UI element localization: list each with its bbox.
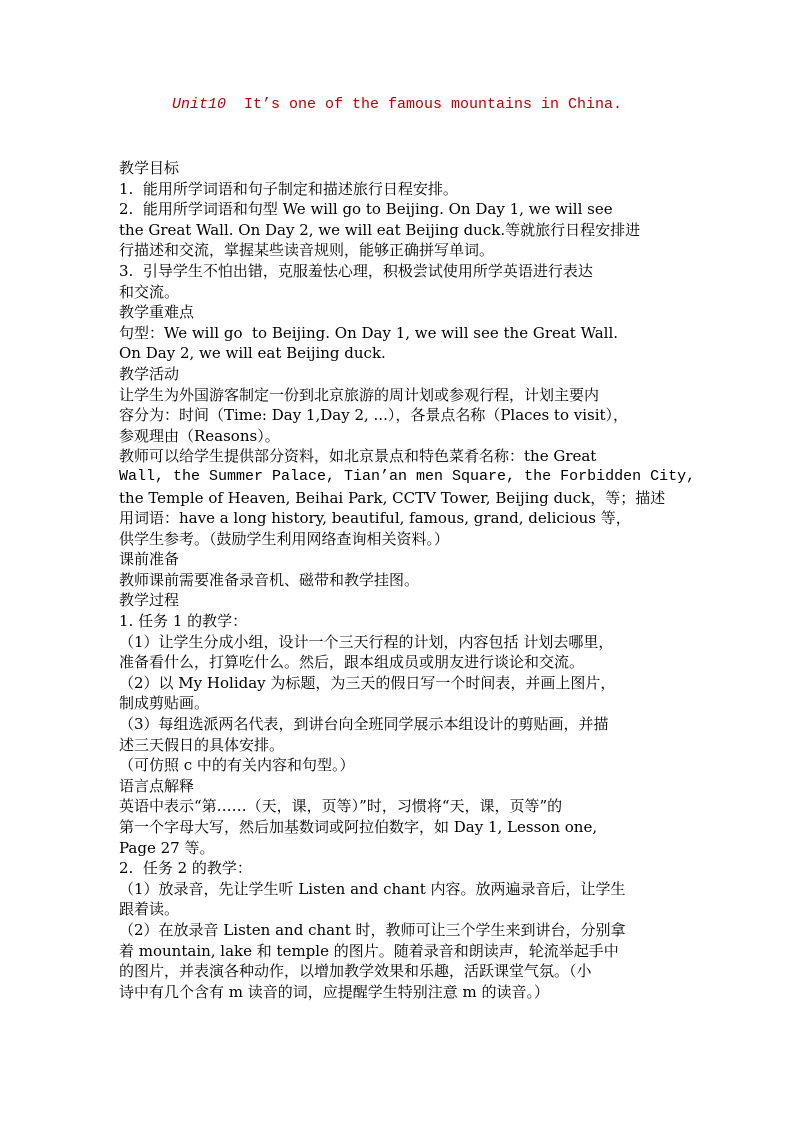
text-line: 第一个字母大写，然后加基数词或阿拉伯数字，如 Day 1, Lesson one, (119, 818, 598, 836)
heading-teaching-objectives: 教学目标 (119, 159, 180, 177)
text-line: 句型：We will go to Beijing. On Day 1, we will see the Great Wall. (119, 323, 619, 342)
text-line: 英语中表示“第……（天，课，页等）”时，习惯将“天，课，页等”的 (119, 797, 563, 816)
text-line: the Temple of Heaven, Beihai Park, CCTV Tower, Beijing duck，等；描述 (119, 488, 666, 507)
heading-language-points: 语言点解释 (119, 776, 195, 795)
text-line: 3. 引导学生不怕出错，克服羞怯心理，积极尝试使用所学英语进行表达 (119, 261, 593, 280)
heading-procedure: 教学过程 (119, 591, 180, 610)
text-line: Page 27 等。 (119, 838, 215, 857)
text-line: 1. 任务 1 的教学： (119, 612, 248, 631)
text-line: （2）在放录音 Listen and chant 时，教师可让三个学生来到讲台，分别拿 (119, 920, 626, 939)
text-line: 用词语：have a long history, beautiful, famous, grand, delicious 等， (119, 509, 631, 528)
text-line: 供学生参考。（鼓励学生利用网络查询相关资料。） (119, 529, 450, 548)
text-line: 准备看什么，打算吃什么。然后，跟本组成员或朋友进行谈论和交流。 (119, 653, 585, 672)
text-line: the Great Wall. On Day 2, we will eat Beijing duck.等就旅行日程安排进 (119, 220, 641, 239)
text-line: 和交流。 (119, 282, 180, 301)
heading-preparation: 课前准备 (119, 550, 180, 569)
text-line: （可仿照 c 中的有关内容和句型。） (119, 756, 355, 775)
heading-key-points: 教学重难点 (119, 303, 195, 322)
text-line: 参观理由（Reasons）。 (119, 426, 280, 445)
text-line: 2. 任务 2 的教学： (119, 859, 252, 878)
text-line: 教师可以给学生提供部分资料，如北京景点和特色菜肴名称：the Great (119, 447, 597, 466)
text-line: 跟着读。 (119, 900, 180, 919)
text-line: 诗中有几个含有 m 读音的词，应提醒学生特别注意 m 的读音。） (119, 982, 550, 1001)
document-title (0, 96, 794, 113)
text-line: 2. 能用所学词语和句型 We will go to Beijing. On Day 1, we will see (119, 200, 613, 219)
document-body (119, 158, 696, 1002)
text-line: （1）放录音，先让学生听 Listen and chant 内容。放两遍录音后，让学生 (119, 879, 626, 898)
text-line: （3）每组选派两名代表，到讲台向全班同学展示本组设计的剪贴画，并描 (119, 715, 609, 734)
unit-label: Unit10 (171, 96, 226, 113)
text-line: （1）让学生分成小组，设计一个三天行程的计划，内容包括 计划去哪里， (119, 632, 614, 651)
text-line: 1. 能用所学词语和句子制定和描述旅行日程安排。 (119, 179, 458, 198)
text-line: 的图片，并表演各种动作，以增加教学效果和乐趣，活跃课堂气氛。（小 (119, 962, 592, 981)
text-line: Wall, the Summer Palace, Tian’an men Square, the Forbidden City, (119, 467, 696, 485)
text-line: 让学生为外国游客制定一份到北京旅游的周计划或参观行程，计划主要内 (119, 385, 600, 404)
text-line: 教师课前需要准备录音机、磁带和教学挂图。 (119, 570, 420, 589)
text-line: 行描述和交流，掌握某些读音规则，能够正确拼写单词。 (119, 241, 495, 260)
title-text: It’s one of the famous mountains in China. (243, 96, 623, 113)
text-line: 容分为：时间（Time: Day 1,Day 2, ...），各景点名称（Places to visit）， (119, 406, 629, 425)
text-line: 制成剪贴画。 (119, 694, 210, 713)
heading-activities: 教学活动 (119, 364, 180, 383)
text-line: On Day 2, we will eat Beijing duck. (119, 344, 386, 363)
text-line: 述三天假日的具体安排。 (119, 735, 285, 754)
text-line: 着 mountain, lake 和 temple 的图片。随着录音和朗读声，轮流举起手中 (119, 941, 619, 960)
text-line: （2）以 My Holiday 为标题，为三天的假日写一个时间表，并画上图片， (119, 673, 616, 692)
